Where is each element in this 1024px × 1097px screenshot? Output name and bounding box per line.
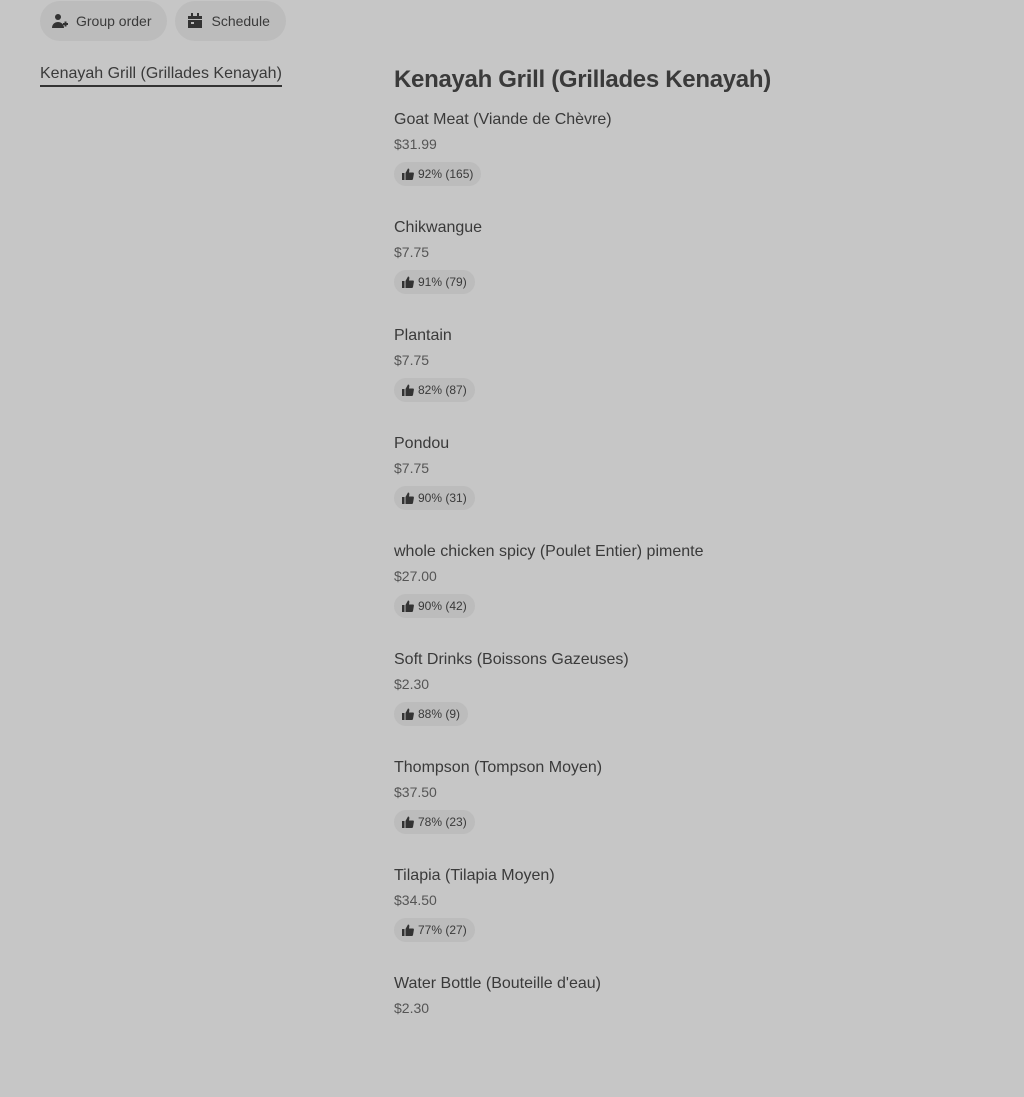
rating-text: 82% (87) <box>418 383 467 397</box>
rating-text: 91% (79) <box>418 275 467 289</box>
item-price: $27.00 <box>394 568 437 584</box>
rating-badge <box>394 810 475 834</box>
thumbs-up-icon <box>402 924 414 936</box>
menu-item[interactable] <box>394 650 994 758</box>
menu-item[interactable] <box>394 218 994 326</box>
rating-badge <box>394 162 481 186</box>
menu-items-list <box>394 110 994 1082</box>
group-order-button[interactable] <box>40 1 167 41</box>
rating-text: 77% (27) <box>418 923 467 937</box>
calendar-icon <box>187 13 203 29</box>
item-name: Goat Meat (Viande de Chèvre) <box>394 111 612 128</box>
rating-badge <box>394 378 475 402</box>
item-price: $34.50 <box>394 892 437 908</box>
schedule-label: Schedule <box>211 13 270 29</box>
thumbs-up-icon <box>402 492 414 504</box>
rating-badge <box>394 918 475 942</box>
rating-badge <box>394 594 475 618</box>
item-price: $2.30 <box>394 676 430 692</box>
item-price: $7.75 <box>394 460 430 476</box>
menu-item[interactable] <box>394 110 994 218</box>
rating-badge <box>394 486 475 510</box>
rating-text: 92% (165) <box>418 167 474 181</box>
rating-badge <box>394 702 468 726</box>
item-name: whole chicken spicy (Poulet Entier) pimente <box>394 543 704 560</box>
thumbs-up-icon <box>402 384 414 396</box>
thumbs-up-icon <box>402 600 414 612</box>
rating-badge <box>394 270 475 294</box>
schedule-button[interactable] <box>175 1 285 41</box>
item-name: Pondou <box>394 435 450 452</box>
item-price: $7.75 <box>394 244 430 260</box>
rating-text: 78% (23) <box>418 815 467 829</box>
menu-item[interactable] <box>394 326 994 434</box>
menu-item[interactable] <box>394 974 994 1082</box>
thumbs-up-icon <box>402 168 414 180</box>
thumbs-up-icon <box>402 708 414 720</box>
thumbs-up-icon <box>402 276 414 288</box>
item-name: Chikwangue <box>394 219 483 236</box>
add-person-icon <box>52 13 68 29</box>
item-name: Tilapia (Tilapia Moyen) <box>394 867 555 884</box>
rating-text: 90% (42) <box>418 599 467 613</box>
section-title: Kenayah Grill (Grillades Kenayah) <box>394 66 771 93</box>
nav-item-kenayah-grill[interactable]: Kenayah Grill (Grillades Kenayah) <box>40 64 282 87</box>
menu-item[interactable] <box>394 434 994 542</box>
menu-item[interactable] <box>394 866 994 974</box>
item-name: Soft Drinks (Boissons Gazeuses) <box>394 651 629 668</box>
group-order-label: Group order <box>76 13 152 29</box>
item-name: Thompson (Tompson Moyen) <box>394 759 603 776</box>
menu-section <box>394 64 994 1082</box>
item-price: $2.30 <box>394 1000 430 1016</box>
thumbs-up-icon <box>402 816 414 828</box>
rating-text: 88% (9) <box>418 707 461 721</box>
item-price: $37.50 <box>394 784 437 800</box>
order-options-bar <box>40 1 286 41</box>
menu-item[interactable] <box>394 758 994 866</box>
menu-category-nav <box>40 64 282 87</box>
item-name: Plantain <box>394 327 452 344</box>
item-price: $31.99 <box>394 136 437 152</box>
rating-text: 90% (31) <box>418 491 467 505</box>
item-price: $7.75 <box>394 352 430 368</box>
item-name: Water Bottle (Bouteille d'eau) <box>394 975 602 992</box>
menu-item[interactable] <box>394 542 994 650</box>
